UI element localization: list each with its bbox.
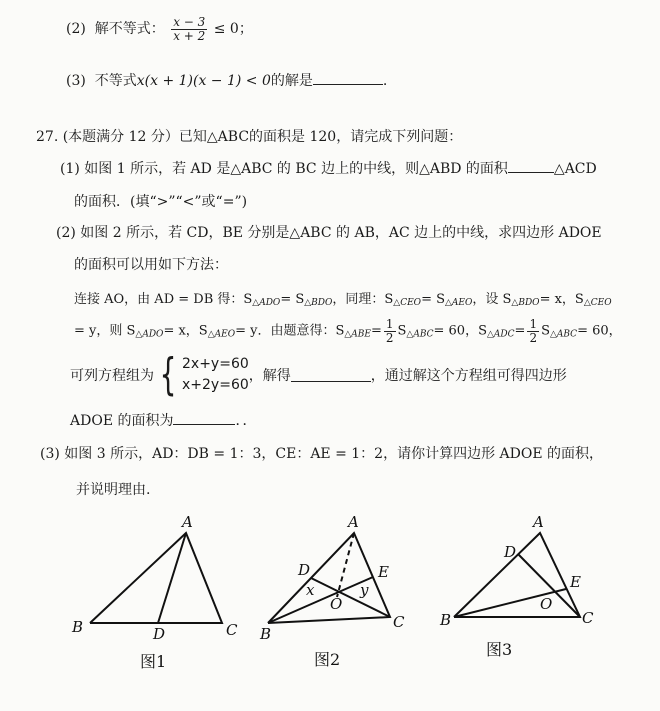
- q27-part1-acd: △ACD: [553, 161, 597, 177]
- method-text: = y，则 S: [74, 323, 136, 339]
- method-text: S: [541, 323, 550, 339]
- vertex-label-c: C: [582, 609, 594, 627]
- area-pre: ADOE 的面积为: [70, 413, 174, 429]
- q27-part2-line2: [74, 254, 228, 274]
- point-label-o: O: [540, 595, 553, 613]
- area-post: ．．: [235, 413, 257, 429]
- method-text: 连接 AO，由 AD = DB 得：S: [74, 292, 253, 307]
- vertex-label-a: A: [533, 513, 544, 531]
- q27-part3-line2: [76, 479, 150, 499]
- q26-part3-expression: x(x + 1)(x − 1) < 0: [136, 73, 271, 89]
- region-label-y: y: [360, 581, 369, 599]
- system-post: ，通过解这个方程组可得四边形: [370, 368, 567, 384]
- inequality-fraction: [171, 16, 207, 42]
- answer-blank[interactable]: [508, 160, 554, 173]
- system-pre: 可列方程组为: [70, 368, 154, 384]
- q26-part2-text: 解不等式：: [94, 21, 165, 38]
- figure-1-diagram: [90, 533, 222, 623]
- answer-blank[interactable]: [173, 412, 235, 425]
- subscript: △BDO: [511, 298, 540, 308]
- method-text: = 60，: [577, 323, 622, 339]
- q26-part3-mid: 的解是: [270, 73, 313, 89]
- subscript: △AEO: [445, 298, 473, 308]
- vertex-label-a: A: [348, 513, 359, 531]
- q26-part2: [66, 16, 253, 42]
- figure-1-caption: 图1: [140, 652, 167, 671]
- q27-part1-hint: 的面积．(填“>”“<”或“=”): [74, 194, 248, 210]
- answer-blank[interactable]: [291, 369, 371, 382]
- vertex-label-d: D: [298, 561, 311, 579]
- method-text: S: [397, 323, 407, 339]
- half-fraction: [527, 318, 539, 344]
- subscript: △ADC: [487, 329, 515, 340]
- q27-part3-text: (3) 如图 3 所示，AD：DB = 1：3，CE：AE = 1：2，请你计算四边形 ADOE 的面积，: [40, 446, 604, 462]
- method-text: =: [514, 323, 526, 339]
- region-label-x: x: [306, 581, 315, 599]
- q26-part2-tail: ≤ 0；: [213, 21, 253, 38]
- q26-part2-label: (2): [66, 21, 86, 38]
- equation-system: [182, 354, 249, 396]
- q26-part3: [66, 70, 387, 90]
- method-text: = y．由题意得：S: [235, 323, 345, 339]
- figure-3-diagram: [454, 533, 580, 617]
- subscript: △ADO: [252, 298, 281, 308]
- subscript: △AEO: [207, 329, 236, 340]
- vertex-label-c: C: [393, 613, 405, 631]
- equation-system-line: [70, 349, 567, 400]
- subscript: △CEO: [393, 298, 422, 308]
- vertex-label-e: E: [570, 573, 581, 591]
- method-text: = 60，S: [433, 323, 487, 339]
- method-text: = x，S: [539, 292, 584, 307]
- q27-intro-text: (本题满分 12 分）已知△ABC的面积是 120，请完成下列问题：: [62, 129, 463, 145]
- figures: [0, 505, 660, 705]
- fraction-denominator: x + 2: [173, 28, 206, 43]
- subscript: △ADO: [135, 329, 164, 340]
- method-text: = S: [421, 292, 445, 307]
- method-line1: [74, 288, 612, 308]
- method-text: = S: [280, 292, 305, 307]
- equation-1: 2x+y=60: [182, 356, 249, 372]
- fraction-numerator: 1: [385, 317, 394, 331]
- fraction-denominator: 2: [529, 330, 538, 345]
- vertex-label-e: E: [378, 563, 389, 581]
- equation-2: x+2y=60: [182, 377, 249, 393]
- area-line: [70, 410, 256, 430]
- figure-3-caption: 图3: [486, 640, 513, 659]
- vertex-label-a: A: [182, 513, 193, 531]
- q26-part3-pre: 不等式: [94, 73, 137, 89]
- fraction-denominator: 2: [385, 330, 394, 345]
- left-brace: {: [159, 349, 177, 400]
- point-label-o: O: [330, 595, 343, 613]
- q27-part3-text-cont: 并说明理由.: [76, 482, 151, 498]
- vertex-label-b: B: [260, 625, 272, 643]
- q26-part3-label: (3): [66, 73, 86, 89]
- figure-2-caption: 图2: [314, 650, 341, 669]
- q27-part2-text-cont: 的面积可以用如下方法：: [74, 257, 228, 273]
- q27-part1-line1: [60, 158, 597, 178]
- method-text: ，同理：S: [332, 292, 394, 307]
- subscript: △ABC: [549, 329, 578, 340]
- vertex-label-b: B: [440, 611, 452, 629]
- q26-part3-end: .: [382, 73, 388, 89]
- subscript: △ABE: [344, 329, 371, 340]
- q27-number: 27.: [36, 129, 59, 145]
- half-fraction: [384, 318, 396, 344]
- subscript: △CEO: [583, 298, 612, 308]
- vertex-label-b: B: [72, 618, 84, 636]
- vertex-label-d: D: [504, 543, 517, 561]
- fraction-numerator: 1: [529, 317, 538, 331]
- system-mid: ，解得: [248, 368, 291, 384]
- subscript: △BDO: [304, 298, 333, 308]
- q27-part2-line1: [56, 222, 602, 242]
- figure-2-diagram: [268, 533, 390, 623]
- q27-part2-text: (2) 如图 2 所示，若 CD，BE 分别是△ABC 的 AB，AC 边上的中线，求四边形 ADOE: [56, 225, 602, 241]
- method-line2: [74, 318, 622, 344]
- fraction-numerator: x − 3: [173, 15, 206, 29]
- answer-blank[interactable]: [313, 72, 383, 85]
- q27-part3-line1: [40, 443, 603, 463]
- subscript: △ABC: [406, 329, 434, 340]
- vertex-label-d: D: [153, 625, 166, 643]
- vertex-label-c: C: [226, 621, 238, 639]
- q27-part1-text: (1) 如图 1 所示，若 AD 是△ABC 的 BC 边上的中线，则△ABD 的面积: [60, 161, 508, 177]
- method-text: = x，S: [163, 323, 208, 339]
- q27-intro: [36, 126, 462, 146]
- q27-part1-line2: [74, 191, 247, 211]
- method-text: =: [370, 323, 382, 339]
- method-text: ，设 S: [472, 292, 512, 307]
